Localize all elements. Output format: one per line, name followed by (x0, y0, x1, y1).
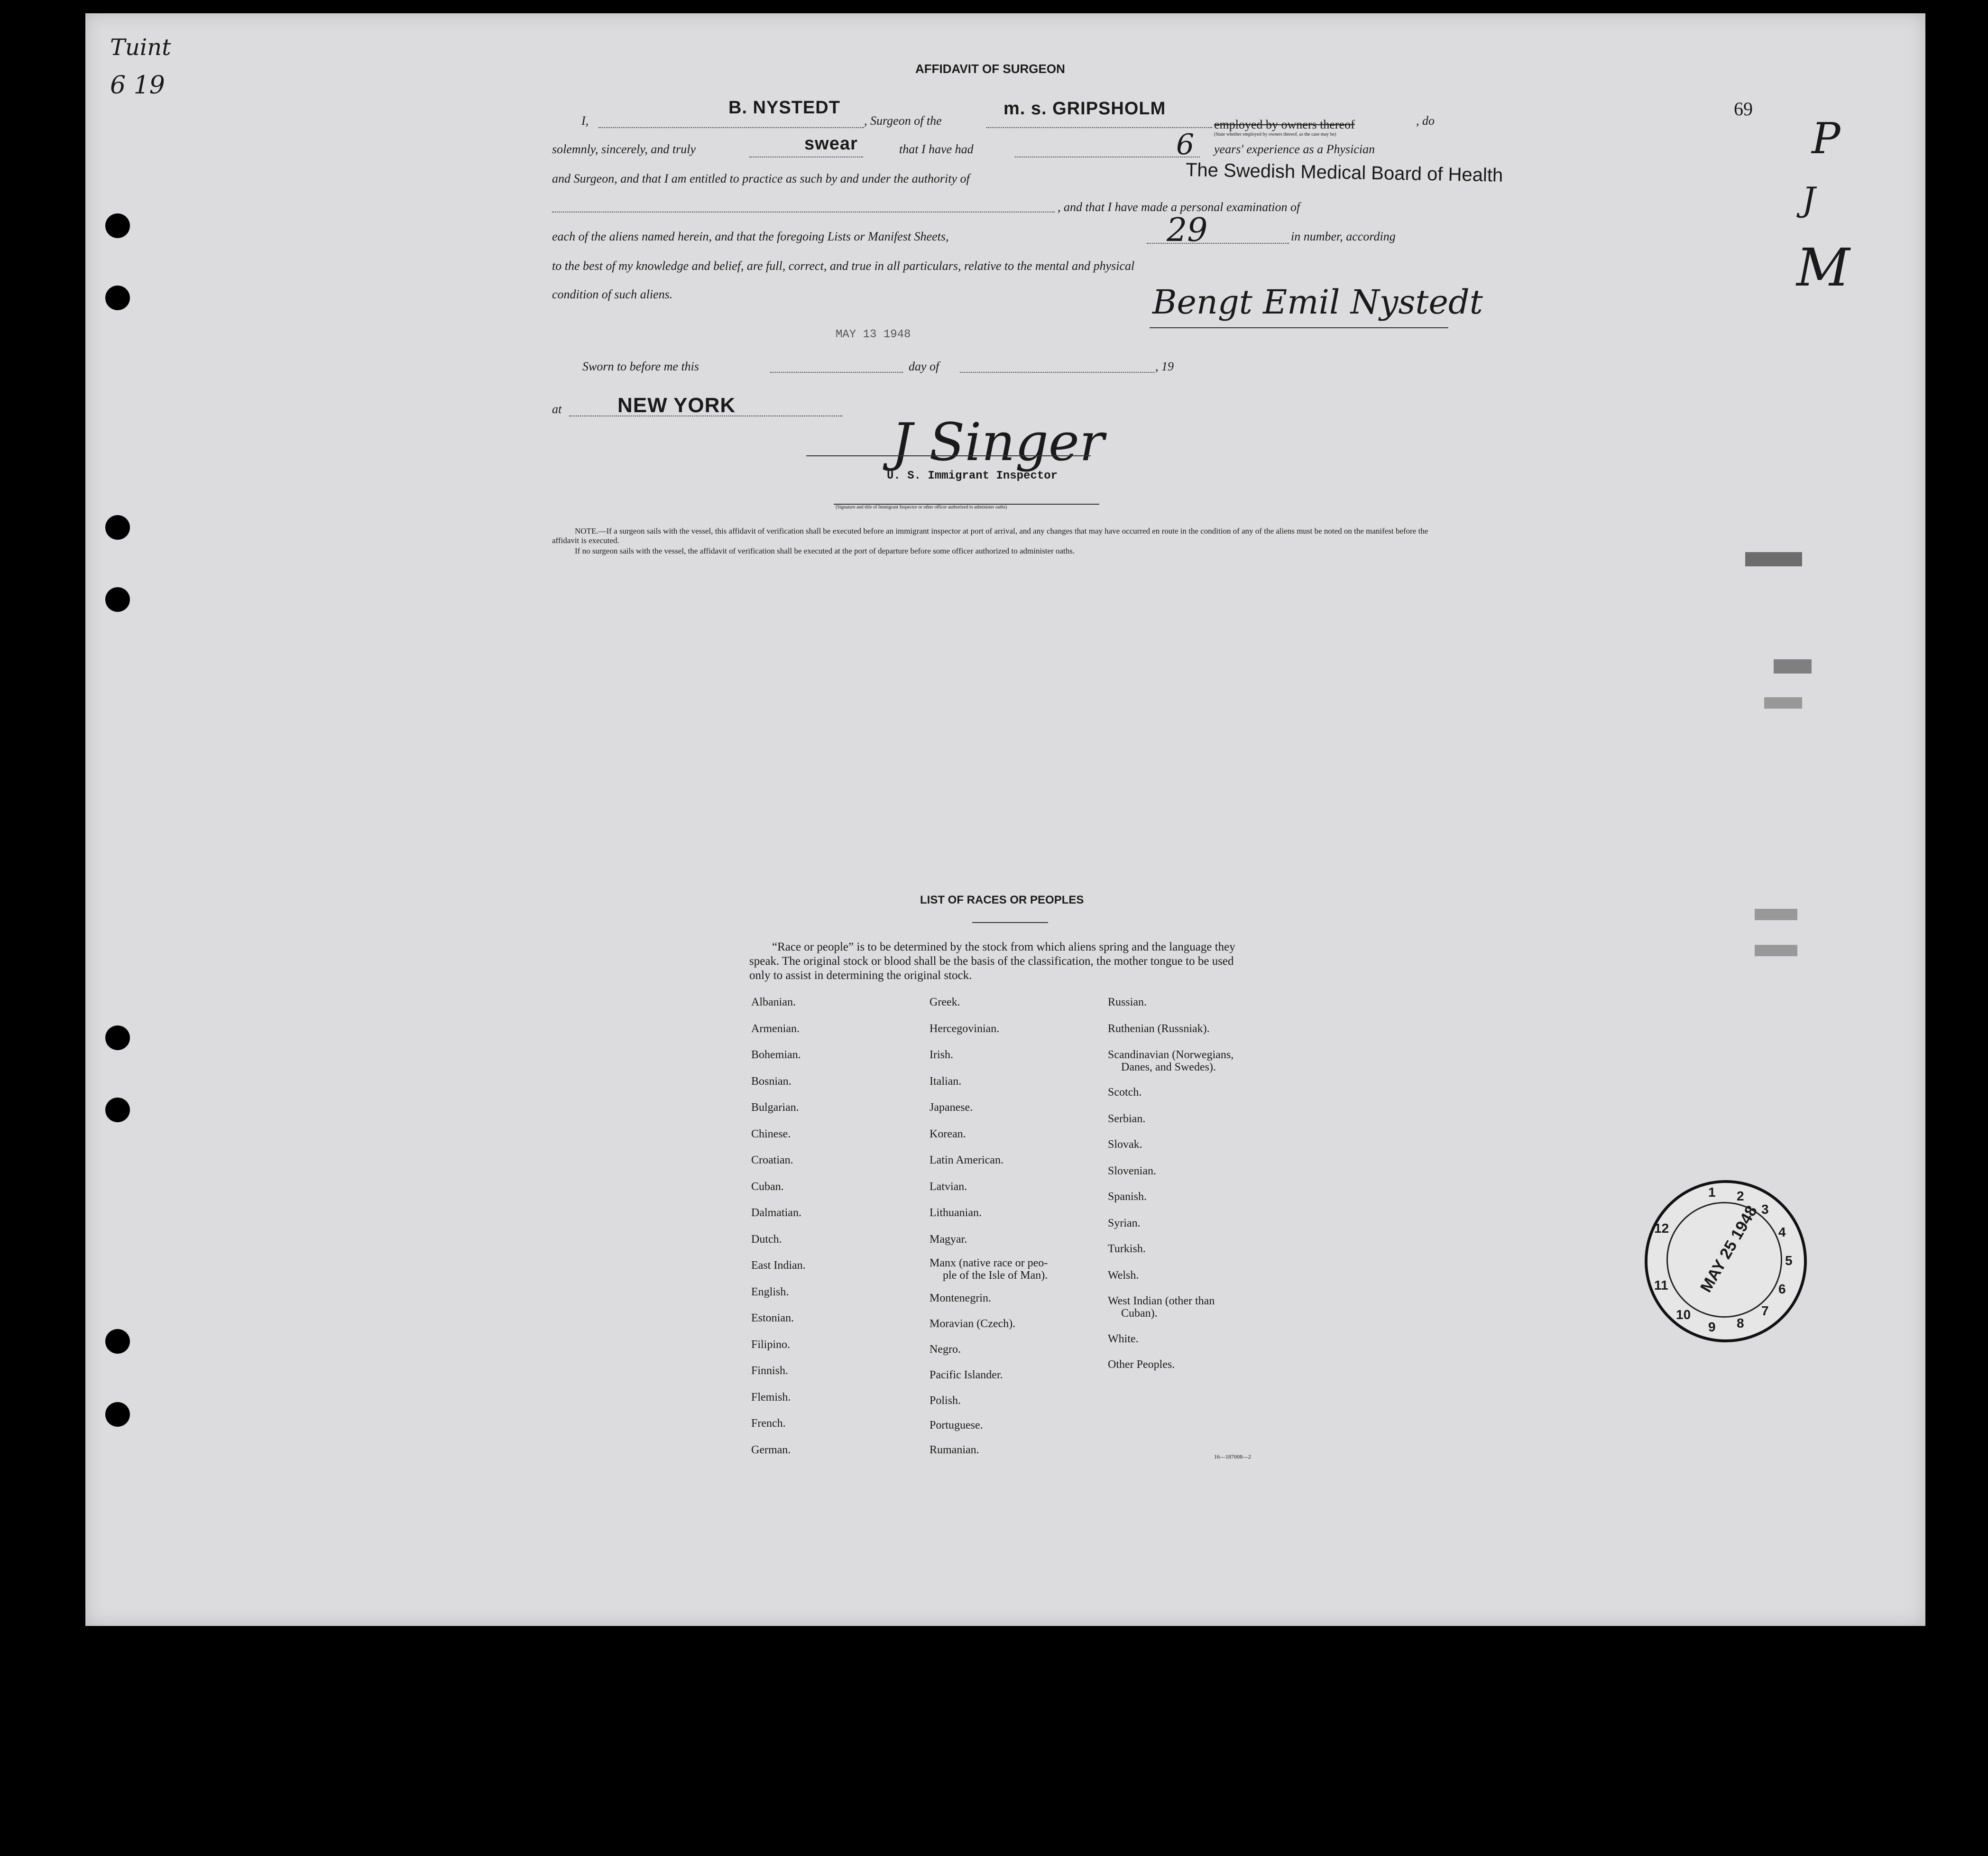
faint-mark (1745, 552, 1802, 566)
sworn-day-line (770, 372, 903, 373)
race-item: German. (751, 1444, 791, 1456)
years-value: 6 (1176, 128, 1195, 161)
race-item: Filipino. (751, 1339, 791, 1351)
seal-number: 9 (1708, 1320, 1716, 1334)
races-title: LIST OF RACES OR PEOPLES (920, 894, 1084, 906)
seal-number: 10 (1676, 1307, 1691, 1322)
place-name: NEW YORK (617, 394, 736, 417)
race-item: Turkish. (1108, 1243, 1146, 1255)
race-item: Bulgarian. (751, 1101, 799, 1114)
race-item: Cuban). (1121, 1307, 1158, 1320)
race-item: Pacific Islander. (930, 1369, 1003, 1381)
surgeon-name: B. NYSTEDT (728, 98, 840, 118)
affidavit-text: and Surgeon, and that I am entitled to practice as such by and under the authority of (552, 172, 970, 185)
race-item: Cuban. (751, 1181, 784, 1193)
affidavit-text: Sworn to before me this (582, 360, 699, 373)
race-item: Polish. (930, 1394, 961, 1407)
race-item: Hercegovinian. (930, 1023, 1000, 1035)
race-item: Bohemian. (751, 1049, 801, 1061)
race-item: English. (751, 1286, 789, 1298)
seal-number: 4 (1778, 1225, 1786, 1239)
vessel-name: m. s. GRIPSHOLM (1003, 99, 1166, 119)
race-item: Slovak. (1108, 1138, 1142, 1151)
race-item: Japanese. (930, 1101, 973, 1114)
seal-number: 3 (1761, 1202, 1769, 1217)
binder-hole (105, 515, 130, 540)
race-item: Dutch. (751, 1233, 782, 1246)
race-item: Dalmatian. (751, 1207, 801, 1219)
inspector-title: U. S. Immigrant Inspector (887, 470, 1058, 482)
affidavit-text: , 19 (1155, 360, 1174, 373)
race-item: Negro. (930, 1343, 961, 1356)
faint-mark (1774, 659, 1812, 674)
affidavit-text: , and that I have made a personal examination of (1058, 200, 1300, 214)
date-stamp: MAY 13 1948 (836, 328, 911, 341)
faint-mark (1755, 909, 1797, 920)
binder-hole (105, 1402, 130, 1427)
race-item: Rumanian. (930, 1444, 979, 1456)
race-item: Finnish. (751, 1365, 789, 1377)
affidavit-text: in number, according (1291, 230, 1396, 243)
seal-number: 8 (1737, 1316, 1744, 1330)
surgeon-signature: Bengt Emil Nystedt (1152, 283, 1483, 322)
sworn-month-line (960, 372, 1154, 373)
affidavit-text: to the best of my knowledge and belief, are full, correct, and true in all particulars, relative to the mental and physical (552, 259, 1135, 273)
affidavit-text: , do (1416, 114, 1435, 128)
margin-initial: P (1812, 114, 1841, 164)
binder-hole (105, 1098, 130, 1122)
affidavit-text: , Surgeon of the (864, 114, 942, 128)
race-item: Armenian. (751, 1023, 800, 1035)
name-line (598, 127, 864, 128)
binder-hole (105, 213, 130, 238)
race-item: Korean. (930, 1128, 966, 1140)
affidavit-text: years' experience as a Physician (1214, 142, 1375, 156)
binder-hole (105, 587, 130, 612)
authority-name: The Swedish Medical Board of Health (1185, 159, 1503, 186)
form-number: 16—187008—2 (1214, 1453, 1251, 1460)
sheets-value: 29 (1167, 212, 1208, 249)
race-item: Syrian. (1108, 1217, 1141, 1229)
employed-caption: (State whether employed by owners thereof, as the case may be) (1214, 132, 1336, 137)
affidavit-prefix: I, (581, 114, 589, 128)
margin-note-top-left: Tuint (110, 34, 171, 61)
race-item: White. (1108, 1333, 1139, 1345)
employed-note: employed by owners thereof (1214, 118, 1355, 131)
binder-hole (105, 1025, 130, 1050)
seal-number: 5 (1785, 1253, 1793, 1268)
race-item: East Indian. (751, 1259, 806, 1272)
race-item: Magyar. (930, 1233, 967, 1246)
affidavit-text: day of (909, 360, 939, 373)
race-item: Russian. (1108, 996, 1147, 1008)
race-item: Scandinavian (Norwegians, (1108, 1049, 1234, 1061)
inspector-signature: J Singer (892, 412, 1104, 472)
note-text: If no surgeon sails with the vessel, the affidavit of verification shall be executed at the port of departure before some officer authorized to administer oaths. (575, 546, 1075, 555)
race-item: Ruthenian (Russniak). (1108, 1023, 1210, 1035)
race-item: Spanish. (1108, 1191, 1147, 1203)
affidavit-text: that I have had (899, 142, 974, 156)
race-item: Scotch. (1108, 1086, 1142, 1099)
seal-number: 1 (1708, 1185, 1716, 1200)
seal-number: 7 (1761, 1303, 1769, 1318)
race-item: ple of the Isle of Man). (943, 1269, 1048, 1282)
race-item: West Indian (other than (1108, 1295, 1215, 1307)
race-item: Chinese. (751, 1128, 791, 1140)
race-item: Irish. (930, 1049, 953, 1061)
race-item: Albanian. (751, 996, 796, 1008)
margin-initial: M (1796, 237, 1850, 298)
seal-number: 11 (1654, 1278, 1668, 1293)
affidavit-text: at (552, 402, 562, 416)
margin-initial: J (1802, 180, 1816, 219)
race-item: Portuguese. (930, 1419, 983, 1431)
faint-mark (1764, 697, 1802, 709)
inspector-caption: (Signature and title of Immigrant Inspector or other officer authorized to administer oaths) (836, 505, 1007, 510)
inspector-signature-line (806, 455, 1091, 456)
oath-word: swear (804, 134, 858, 154)
seal-number: 12 (1654, 1221, 1669, 1236)
race-item: Danes, and Swedes). (1121, 1061, 1216, 1073)
race-item: Lithuanian. (930, 1207, 982, 1219)
binder-hole (105, 286, 130, 310)
signature-line (1150, 327, 1448, 328)
affidavit-title: AFFIDAVIT OF SURGEON (915, 62, 1065, 76)
race-item: Greek. (930, 996, 960, 1008)
race-item: Latvian. (930, 1181, 967, 1193)
race-item: Manx (native race or peo- (930, 1257, 1048, 1269)
race-item: Serbian. (1108, 1113, 1146, 1125)
race-item: Welsh. (1108, 1269, 1139, 1282)
affidavit-text: condition of such aliens. (552, 287, 673, 301)
affidavit-text: solemnly, sincerely, and truly (552, 142, 696, 156)
race-item: Other Peoples. (1108, 1358, 1175, 1371)
page-number: 69 (1734, 98, 1753, 120)
faint-mark (1755, 945, 1797, 956)
race-item: Latin American. (930, 1154, 1003, 1166)
race-item: Montenegrin. (930, 1292, 991, 1304)
margin-note-top-left-2: 6 19 (110, 71, 165, 100)
race-item: Estonian. (751, 1312, 794, 1324)
seal-number: 6 (1778, 1282, 1786, 1296)
race-item: Croatian. (751, 1154, 793, 1166)
race-item: Flemish. (751, 1391, 791, 1404)
note-text: NOTE.—If a surgeon sails with the vessel, this affidavit of verification shall be executed before an immigrant inspector at port of arrival, and any changes that may have occurred en route in the condition of any of the aliens must be noted on the manifest before the affidavit is executed. (552, 526, 1428, 545)
document-sheet (85, 13, 1925, 1626)
race-item: Slovenian. (1108, 1165, 1156, 1177)
binder-hole (105, 1329, 130, 1354)
race-item: Moravian (Czech). (930, 1318, 1016, 1330)
race-item: Bosnian. (751, 1075, 792, 1088)
seal-number: 2 (1737, 1189, 1744, 1203)
seal-date: MAY 25 1948 (1697, 1202, 1761, 1296)
date-seal-stamp (1645, 1180, 1807, 1342)
race-item: French. (751, 1417, 786, 1430)
races-title-rule (972, 922, 1048, 923)
affidavit-text: each of the aliens named herein, and that the foregoing Lists or Manifest Sheets, (552, 230, 949, 243)
races-intro: “Race or people” is to be determined by the stock from which aliens spring and the language they speak. The original stock or blood shall be the basis of the classification, the mother tongue to be used only to assist in determining the original stock. (749, 941, 1235, 982)
race-item: Italian. (930, 1075, 962, 1088)
